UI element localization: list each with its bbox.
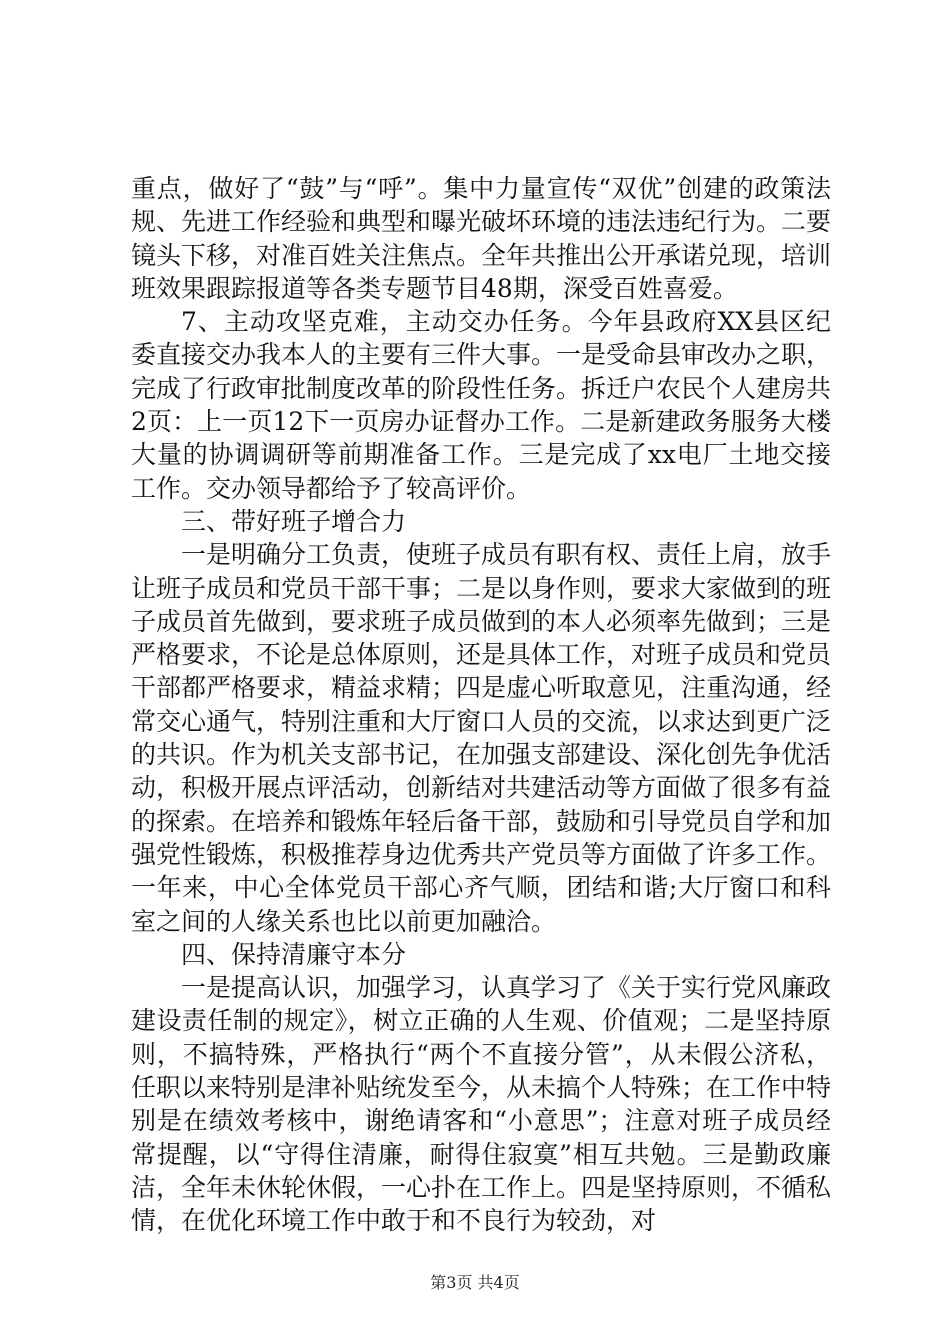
page-footer: 第3页 共4页 (430, 1273, 520, 1292)
paragraph-6: 一是提高认识，加强学习，认真学习了《关于实行党风廉政建设责任制的规定》，树立正确的人生观、价值观；二是坚持原则，不搞特殊，严格执行“两个不直接分管”，从未假公济私，任职以来特别是津补贴统发至今，从未搞个人特殊；在工作中特别是在绩效考核中，谢绝请客和“小意思”；注意对班子成员经常提醒，以“守得住清廉，耐得住寂寞”相互共勉。三是勤政廉洁，全年未休轮休假，一心扑在工作上。四是坚持原则，不循私情，在优化环境工作中敢于和不良行为较劲，对 (131, 973, 832, 1236)
section-heading-3: 三、带好班子增合力 (181, 506, 407, 536)
paragraph-1: 重点，做好了“鼓”与“呼”。集中力量宣传“双优”创建的政策法规、先进工作经验和典型和曝光破坏环境的违法违纪行为。二要镜头下移，对准百姓关注焦点。全年共推出公开承诺兑现，培训班效果跟踪报道等各类专题节目48期，深受百姓喜爱。 (131, 174, 832, 303)
document-body (131, 172, 831, 1238)
paragraph-4: 一是明确分工负责，使班子成员有职有权、责任上肩，放手让班子成员和党员干部干事；二是以身作则，要求大家做到的班子成员首先做到，要求班子成员做到的本人必须率先做到；三是严格要求，不论是总体原则，还是具体工作，对班子成员和党员干部都严格要求，精益求精；四是虚心听取意见，注重沟通，经常交心通气，特别注重和大厅窗口人员的交流，以求达到更广泛的共识。作为机关支部书记，在加强支部建设、深化创先争优活动，积极开展点评活动，创新结对共建活动等方面做了很多有益的探索。在培养和锻炼年轻后备干部，鼓励和引导党员自学和加强党性锻炼，积极推荐身边优秀共产党员等方面做了许多工作。一年来，中心全体党员干部心齐气顺，团结和谐;大厅窗口和科室之间的人缘关系也比以前更加融洽。 (131, 540, 832, 936)
section-heading-4: 四、保持清廉守本分 (181, 939, 407, 969)
paragraph-2: 7、主动攻坚克难，主动交办任务。今年县政府XX县区纪委直接交办我本人的主要有三件大事。一是受命县审改办之职，完成了行政审批制度改革的阶段性任务。拆迁户农民个人建房共2页：上一页12下一页房办证督办工作。二是新建政务服务大楼大量的协调调研等前期准备工作。三是完成了xx电厂土地交接工作。交办领导都给予了较高评价。 (131, 307, 832, 503)
